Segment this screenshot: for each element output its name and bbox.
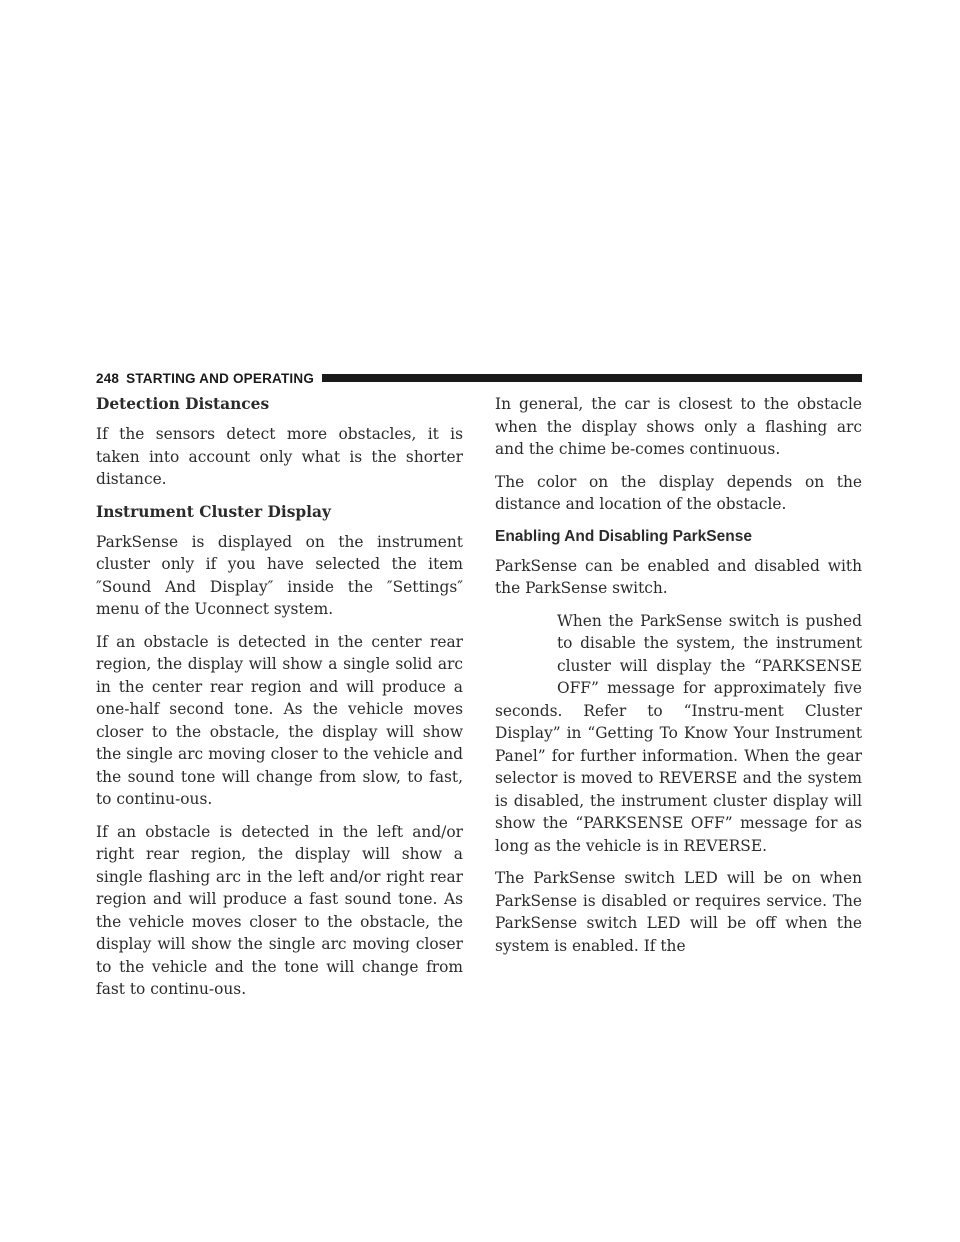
page-header [96, 368, 862, 388]
paragraph: In general, the car is closest to the obstacle when the display shows only a flashing arc and the chime be-comes continuous. [495, 395, 862, 458]
paragraph: The color on the display depends on the distance and location of the obstacle. [495, 472, 862, 513]
paragraph: ParkSense can be enabled and disabled with the ParkSense switch. [495, 556, 862, 597]
note-text: When the ParkSense switch is pushed to disable the system, the instrument cluster will display the “PARKSENSE OFF” message for approximately five seconds. Refer to “Instru-ment Cluster Display” in “Getting To Know Your Instrument Panel” for further information. When the gear selector is moved to REVERSE and the system is disabled, the instrument cluster display will show the “PARKSENSE OFF” message for as long as the vehicle is in REVERSE. [495, 611, 862, 855]
header-rule [322, 374, 862, 382]
right-column [495, 393, 862, 967]
section-heading-enabling-disabling: Enabling And Disabling ParkSense [495, 527, 752, 545]
page-number: 248 [96, 370, 120, 386]
paragraph: ParkSense is displayed on the instrument cluster only if you have selected the item ″Sound And Display″ inside the ″Settings″ menu of the Uconnect system. [96, 532, 463, 618]
left-column [96, 393, 463, 1011]
paragraph: If an obstacle is detected in the center rear region, the display will show a single solid arc in the center rear region and will produce a one-half second tone. As the vehicle moves closer to the obstacle, the display will show the single arc moving closer to the vehicle and the sound tone will change from slow, to fast, to continu-ous. [96, 632, 463, 808]
heading-instrument-cluster-display: Instrument Cluster Display [96, 502, 331, 521]
note-icon-space [495, 610, 557, 698]
section-title: STARTING AND OPERATING [126, 370, 315, 386]
paragraph: The ParkSense switch LED will be on when ParkSense is disabled or requires service. The ParkSense switch LED will be off when the system is enabled. If the [495, 869, 862, 955]
note-block [495, 610, 862, 858]
paragraph: If an obstacle is detected in the left and/or right rear region, the display will show a single flashing arc in the left and/or right rear region and will produce a fast sound tone. As the vehicle moves closer to the obstacle, the display will show the single arc moving closer to the vehicle and the tone will change from fast to continu-ous. [96, 822, 463, 998]
paragraph: If the sensors detect more obstacles, it is taken into account only what is the shorter distance. [96, 425, 463, 488]
heading-detection-distances: Detection Distances [96, 395, 270, 413]
